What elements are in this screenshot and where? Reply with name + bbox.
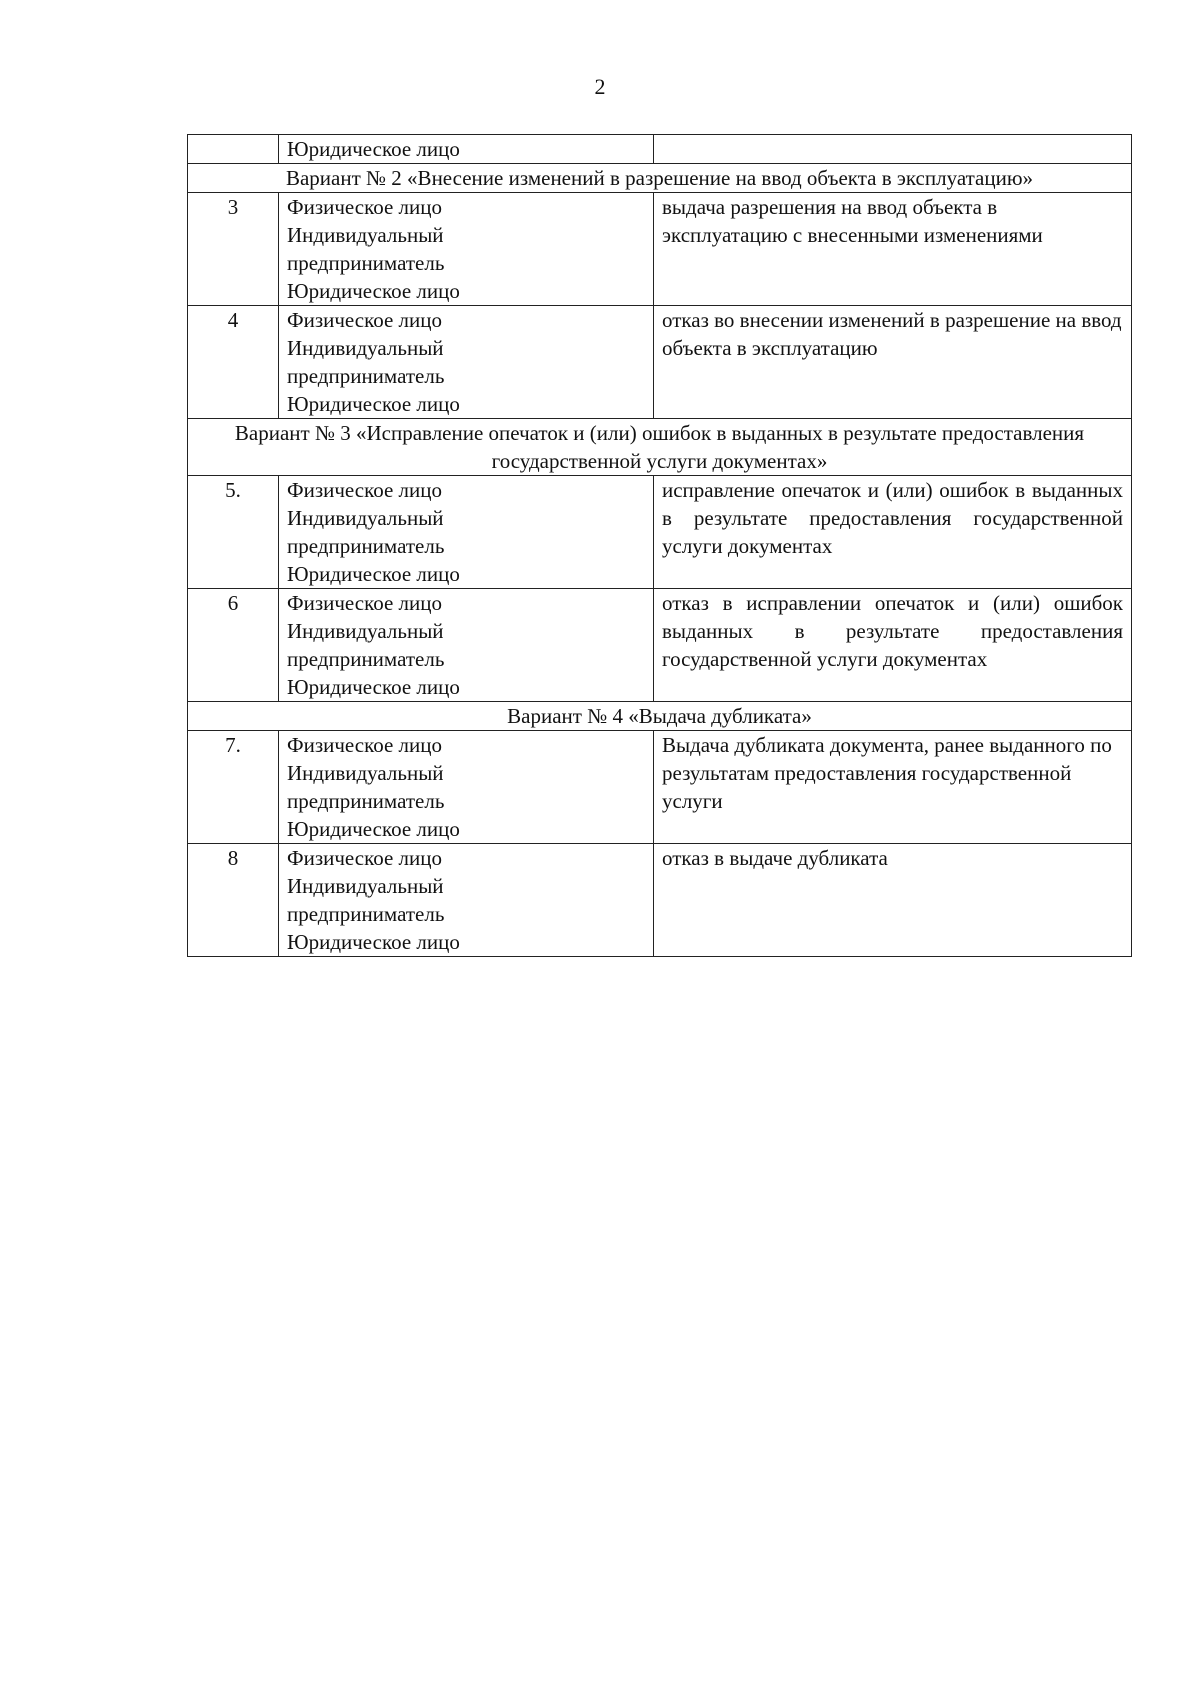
row-number: 6: [188, 589, 279, 702]
result-cell: выдача разрешения на ввод объекта в эксплуатацию с внесенными изменениями: [654, 193, 1132, 306]
table-row: [188, 844, 1132, 957]
applicant-cell: Физическое лицо Индивидуальный предприниматель Юридическое лицо: [279, 306, 654, 419]
result-cell: отказ в исправлении опечаток и (или) ошибок выданных в результате предоставления государственной услуги документах: [654, 589, 1132, 702]
row-number: 3: [188, 193, 279, 306]
table-row: [188, 476, 1132, 589]
variant-4-title: Вариант № 4 «Выдача дубликата»: [188, 702, 1132, 731]
variant-header-row: [188, 164, 1132, 193]
services-table: [187, 134, 1132, 957]
row-number: 7.: [188, 731, 279, 844]
row-number: 4: [188, 306, 279, 419]
applicant-cell: Физическое лицо Индивидуальный предприниматель Юридическое лицо: [279, 731, 654, 844]
applicant-cell: Физическое лицо Индивидуальный предприниматель Юридическое лицо: [279, 844, 654, 957]
result-cell: отказ в выдаче дубликата: [654, 844, 1132, 957]
result-cell: исправление опечаток и (или) ошибок в выданных в результате предоставления государственной услуги документах: [654, 476, 1132, 589]
row-number: [188, 135, 279, 164]
row-number: 8: [188, 844, 279, 957]
table-row: [188, 306, 1132, 419]
row-number: 5.: [188, 476, 279, 589]
result-cell: Выдача дубликата документа, ранее выданного по результатам предоставления государственной услуги: [654, 731, 1132, 844]
table-row: [188, 589, 1132, 702]
variant-header-row: [188, 419, 1132, 476]
applicant-cell: Юридическое лицо: [279, 135, 654, 164]
variant-2-title: Вариант № 2 «Внесение изменений в разрешение на ввод объекта в эксплуатацию»: [188, 164, 1132, 193]
applicant-cell: Физическое лицо Индивидуальный предприниматель Юридическое лицо: [279, 193, 654, 306]
table-row: [188, 731, 1132, 844]
page-number: 2: [594, 74, 606, 99]
variant-header-row: [188, 702, 1132, 731]
result-cell: отказ во внесении изменений в разрешение на ввод объекта в эксплуатацию: [654, 306, 1132, 419]
applicant-cell: Физическое лицо Индивидуальный предприниматель Юридическое лицо: [279, 589, 654, 702]
applicant-cell: Физическое лицо Индивидуальный предприниматель Юридическое лицо: [279, 476, 654, 589]
table-row: [188, 135, 1132, 164]
result-cell: [654, 135, 1132, 164]
variant-3-title: Вариант № 3 «Исправление опечаток и (или) ошибок в выданных в результате предоставления государственной услуги документах»: [188, 419, 1132, 476]
table-row: [188, 193, 1132, 306]
